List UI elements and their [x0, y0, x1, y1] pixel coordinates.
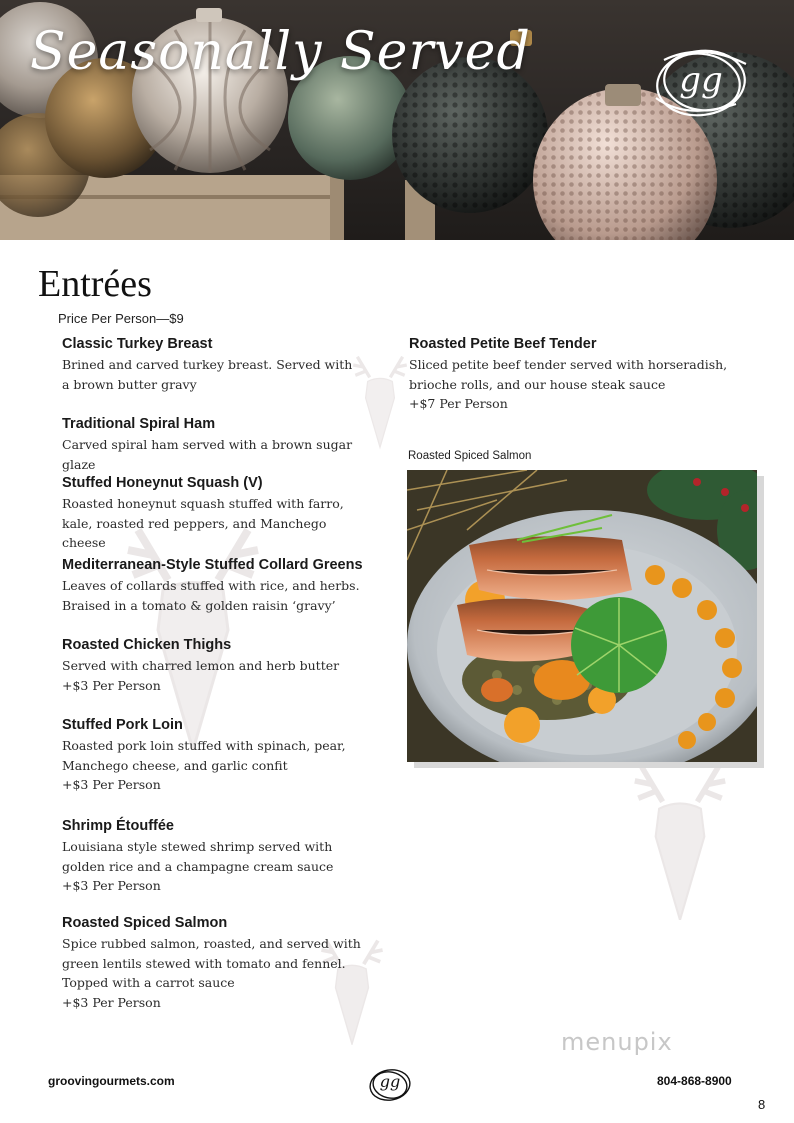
- item-name: Stuffed Honeynut Squash (V): [62, 475, 263, 491]
- item-name: Stuffed Pork Loin: [62, 717, 183, 733]
- item-price: +$3 Per Person: [62, 677, 161, 693]
- item-name: Mediterranean-Style Stuffed Collard Greens: [62, 557, 363, 573]
- item-name: Roasted Spiced Salmon: [62, 915, 228, 931]
- item-description: Louisiana style stewed shrimp served with golden rice and a champagne cream sauce: [62, 839, 334, 874]
- item-description: Carved spiral ham served with a brown sugar glaze: [62, 437, 353, 472]
- banner-title: Seasonally Served: [30, 22, 531, 82]
- salmon-photo: [407, 470, 757, 762]
- item-description: Brined and carved turkey breast. Served with a brown butter gravy: [62, 357, 353, 392]
- menupix-watermark: menupix: [561, 1028, 673, 1056]
- footer-logo: [366, 1062, 414, 1108]
- menu-item: [62, 416, 382, 474]
- item-description: Sliced petite beef tender served with horseradish, brioche rolls, and our house steak sauce: [409, 357, 728, 392]
- item-description: Leaves of collards stuffed with rice, and herbs. Braised in a tomato & golden raisin ‘gravy’: [62, 578, 360, 613]
- item-price: +$3 Per Person: [62, 994, 161, 1010]
- item-description: Served with charred lemon and herb butter: [62, 658, 340, 673]
- menu-item: [62, 475, 372, 553]
- section-title: Entrées: [38, 263, 152, 305]
- page-number: 8: [758, 1097, 766, 1112]
- menu-item: [62, 818, 372, 896]
- header-banner: [0, 0, 794, 240]
- item-description: Roasted pork loin stuffed with spinach, pear, Manchego cheese, and garlic confit: [62, 738, 346, 773]
- photo-caption: Roasted Spiced Salmon: [408, 450, 532, 462]
- footer-logo-text: gg: [379, 1072, 401, 1091]
- stag-watermark-icon: [108, 520, 278, 750]
- item-description: Roasted honeynut squash stuffed with farro, kale, roasted red peppers, and Manchego cheese: [62, 496, 344, 550]
- item-price: +$7 Per Person: [409, 396, 508, 411]
- menu-item: [409, 336, 729, 414]
- item-price: +$3 Per Person: [62, 777, 161, 792]
- item-name: Roasted Petite Beef Tender: [409, 336, 597, 352]
- footer-website-link[interactable]: groovingourmets.com: [48, 1074, 175, 1088]
- item-name: Classic Turkey Breast: [62, 336, 213, 352]
- menu-item: [62, 915, 387, 1012]
- price-note: Price Per Person—$9: [58, 311, 184, 326]
- footer-phone[interactable]: 804-868-8900: [657, 1074, 732, 1088]
- item-name: Shrimp Étouffée: [62, 818, 174, 834]
- menu-item: [62, 336, 362, 394]
- stag-watermark-icon: [615, 760, 745, 920]
- item-price: +$3 Per Person: [62, 878, 161, 893]
- brand-logo-text: gg: [679, 60, 723, 100]
- item-description: Spice rubbed salmon, roasted, and served with green lentils stewed with tomato and fennel. Topped with a carrot sauce: [62, 936, 361, 990]
- menu-item: [62, 717, 362, 795]
- menu-item: [62, 637, 382, 695]
- menu-item: [62, 557, 382, 615]
- item-name: Roasted Chicken Thighs: [62, 637, 232, 653]
- brand-logo: [646, 38, 756, 128]
- item-name: Traditional Spiral Ham: [62, 416, 216, 432]
